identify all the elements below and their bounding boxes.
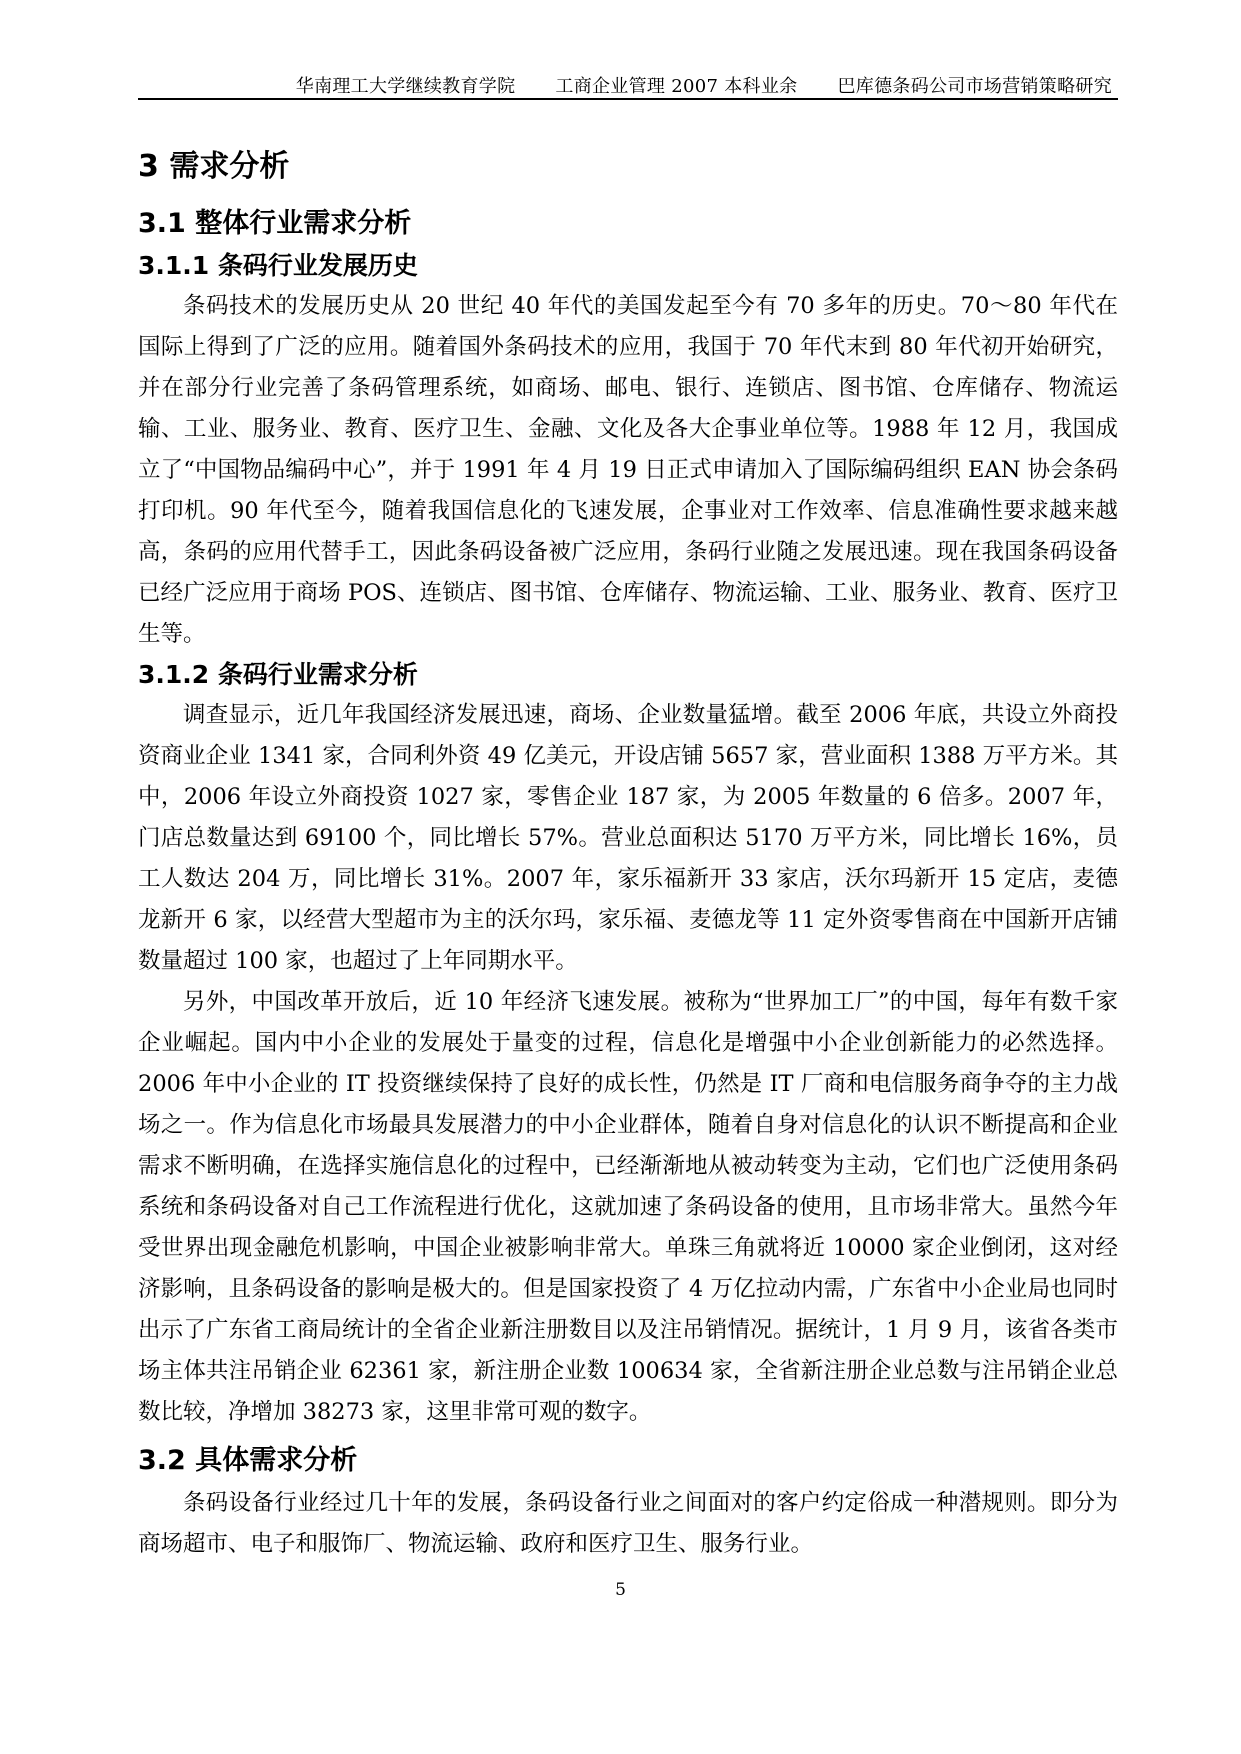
header-program: 工商企业管理 2007 本科业余 — [555, 76, 798, 97]
paragraph-3-1-2-b: 另外，中国改革开放后，近 10 年经济飞速发展。被称为“世界加工厂”的中国，每年有数千家企业崛起。国内中小企业的发展处于量变的过程，信息化是增强中小企业创新能力的必然选择。2006 年中小企业的 IT 投资继续保持了良好的成长性，仍然是 IT 厂商和电信服务商争夺的主力战场之一。作为信息化市场最具发展潜力的中小企业群体，随着自身对信息化的认识不断提高和企业需求不断明确，在选择实施信息化的过程中，已经渐渐地从被动转变为主动，它们也广泛使用条码系统和条码设备对自己工作流程进行优化，这就加速了条码设备的使用，且市场非常大。虽然今年受世界出现金融危机影响，中国企业被影响非常大。单珠三角就将近 10000 家企业倒闭，这对经济影响，且条码设备的影响是极大的。但是国家投资了 4 万亿拉动内需，广东省中小企业局也同时出示了广东省工商局统计的全省企业新注册数目以及注吊销情况。据统计，1 月 9 月，该省各类市场主体共注吊销企业 62361 家，新注册企业数 100634 家，全省新注册企业总数与注吊销企业总数比较，净增加 38273 家，这里非常可观的数字。 — [138, 989, 1118, 1425]
chapter-heading: 3 需求分析 — [138, 149, 290, 184]
page-number: 5 — [615, 1580, 626, 1600]
running-header — [138, 70, 1118, 100]
paragraph-3-1-2-a: 调查显示，近几年我国经济发展迅速，商场、企业数量猛增。截至 2006 年底，共设立外商投资商业企业 1341 家，合同利外资 49 亿美元，开设店铺 5657 家，营业面积 1388 万平方米。其中，2006 年设立外商投资 1027 家，零售企业 187 家，为 2005 年数量的 6 倍多。2007 年，门店总数量达到 69100 个，同比增长 57%。营业总面积达 5170 万平方米，同比增长 16%，员工人数达 204 万，同比增长 31%。2007 年，家乐福新开 33 家店，沃尔玛新开 15 定店，麦德龙新开 6 家，以经营大型超市为主的沃尔玛，家乐福、麦德龙等 11 定外资零售商在中国新开店铺数量超过 100 家，也超过了上年同期水平。 — [138, 702, 1118, 974]
section-heading-3-2: 3.2 具体需求分析 — [138, 1445, 358, 1476]
header-school: 华南理工大学继续教育学院 — [295, 76, 516, 97]
header-text — [262, 72, 1112, 98]
subsection-heading-3-1-2: 3.1.2 条码行业需求分析 — [138, 660, 418, 689]
section-heading-3-1: 3.1 整体行业需求分析 — [138, 208, 412, 239]
subsection-heading-3-1-1: 3.1.1 条码行业发展历史 — [138, 251, 418, 280]
paragraph-3-2: 条码设备行业经过几十年的发展，条码设备行业之间面对的客户约定俗成一种潜规则。即分为商场超市、电子和服饰厂、物流运输、政府和医疗卫生、服务行业。 — [138, 1490, 1118, 1557]
page-content — [138, 138, 1118, 1565]
paragraph-3-1-1: 条码技术的发展历史从 20 世纪 40 年代的美国发起至今有 70 多年的历史。70～80 年代在国际上得到了广泛的应用。随着国外条码技术的应用，我国于 70 年代末到 80 年代初开始研究，并在部分行业完善了条码管理系统，如商场、邮电、银行、连锁店、图书馆、仓库储存、物流运输、工业、服务业、教育、医疗卫生、金融、文化及各大企事业单位等。1988 年 12 月，我国成立了“中国物品编码中心”，并于 1991 年 4 月 19 日正式申请加入了国际编码组织 EAN 协会条码打印机。90 年代至今，随着我国信息化的飞速发展，企事业对工作效率、信息准确性要求越来越高，条码的应用代替手工，因此条码设备被广泛应用，条码行业随之发展迅速。现在我国条码设备已经广泛应用于商场 POS、连锁店、图书馆、仓库储存、物流运输、工业、服务业、教育、医疗卫生等。 — [138, 293, 1118, 647]
header-title: 巴库德条码公司市场营销策略研究 — [837, 76, 1112, 97]
